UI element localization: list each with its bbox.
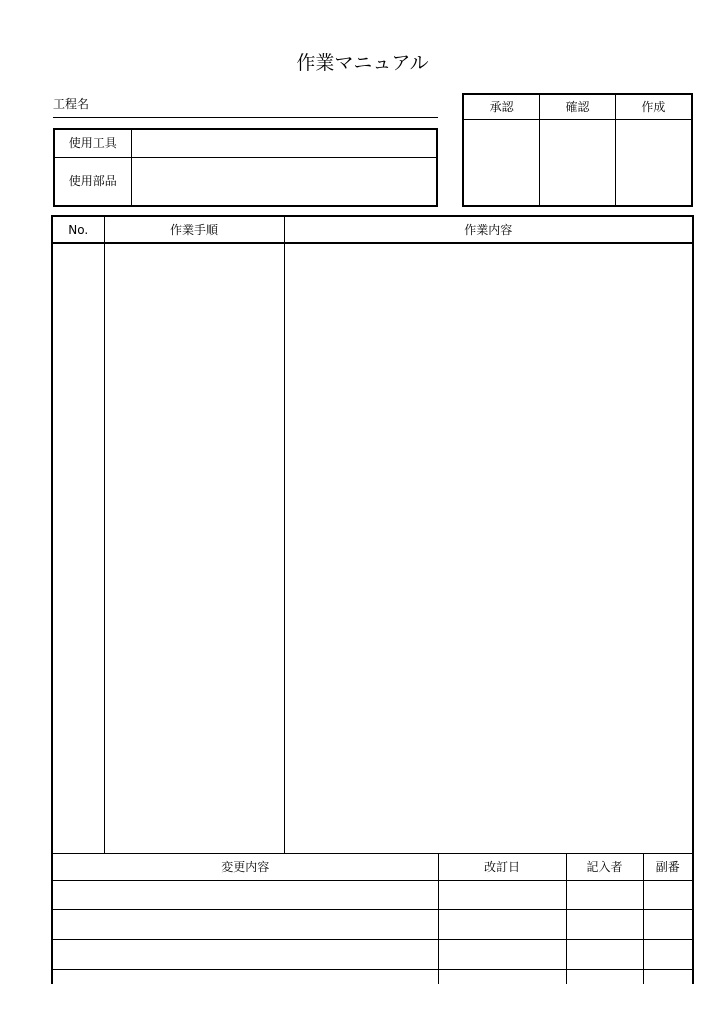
content-header: 作業内容	[284, 217, 692, 243]
revision-row	[53, 939, 692, 969]
change-cell[interactable]	[53, 880, 438, 910]
approve-stamp-cell[interactable]	[464, 119, 540, 205]
steps-header-row	[53, 217, 692, 243]
parts-label: 使用部品	[55, 157, 131, 205]
revision-date-cell[interactable]	[438, 880, 566, 910]
writer-cell[interactable]	[566, 939, 643, 969]
process-name-field[interactable]	[53, 117, 438, 118]
tools-parts-table	[55, 130, 436, 205]
steps-table	[53, 217, 692, 853]
revision-header-row	[53, 854, 692, 880]
steps-body-row	[53, 243, 692, 853]
change-cell[interactable]	[53, 939, 438, 969]
tools-label: 使用工具	[55, 130, 131, 157]
revision-date-cell[interactable]	[438, 939, 566, 969]
sub-number-cell[interactable]	[643, 880, 692, 910]
procedure-header: 作業手順	[104, 217, 284, 243]
approval-header-row	[464, 95, 691, 119]
approval-stamp-row	[464, 119, 691, 205]
change-header: 変更内容	[53, 854, 438, 880]
approval-box	[462, 93, 693, 207]
sub-number-header: 副番	[643, 854, 692, 880]
process-name-label: 工程名	[53, 97, 90, 111]
no-column-cell[interactable]	[53, 243, 104, 853]
check-header: 確認	[540, 95, 616, 119]
sub-number-cell[interactable]	[643, 910, 692, 940]
revision-date-cell[interactable]	[438, 969, 566, 984]
revision-table	[53, 854, 692, 984]
steps-box	[51, 215, 694, 854]
revision-row	[53, 910, 692, 940]
revision-date-header: 改訂日	[438, 854, 566, 880]
tools-row	[55, 130, 436, 157]
parts-field[interactable]	[131, 157, 436, 205]
procedure-column-cell[interactable]	[104, 243, 284, 853]
content-column-cell[interactable]	[284, 243, 692, 853]
approve-header: 承認	[464, 95, 540, 119]
revision-date-cell[interactable]	[438, 910, 566, 940]
tools-field[interactable]	[131, 130, 436, 157]
create-stamp-cell[interactable]	[615, 119, 691, 205]
document-title: 作業マニュアル	[296, 52, 429, 74]
writer-cell[interactable]	[566, 880, 643, 910]
create-header: 作成	[615, 95, 691, 119]
revision-row	[53, 969, 692, 984]
sub-number-cell[interactable]	[643, 969, 692, 984]
tools-parts-box	[53, 128, 438, 207]
check-stamp-cell[interactable]	[540, 119, 616, 205]
parts-row	[55, 157, 436, 205]
approval-table	[464, 95, 691, 205]
no-header: No.	[53, 217, 104, 243]
revision-row	[53, 880, 692, 910]
writer-cell[interactable]	[566, 910, 643, 940]
change-cell[interactable]	[53, 910, 438, 940]
change-cell[interactable]	[53, 969, 438, 984]
writer-cell[interactable]	[566, 969, 643, 984]
writer-header: 記入者	[566, 854, 643, 880]
revision-box	[51, 854, 694, 984]
sub-number-cell[interactable]	[643, 939, 692, 969]
